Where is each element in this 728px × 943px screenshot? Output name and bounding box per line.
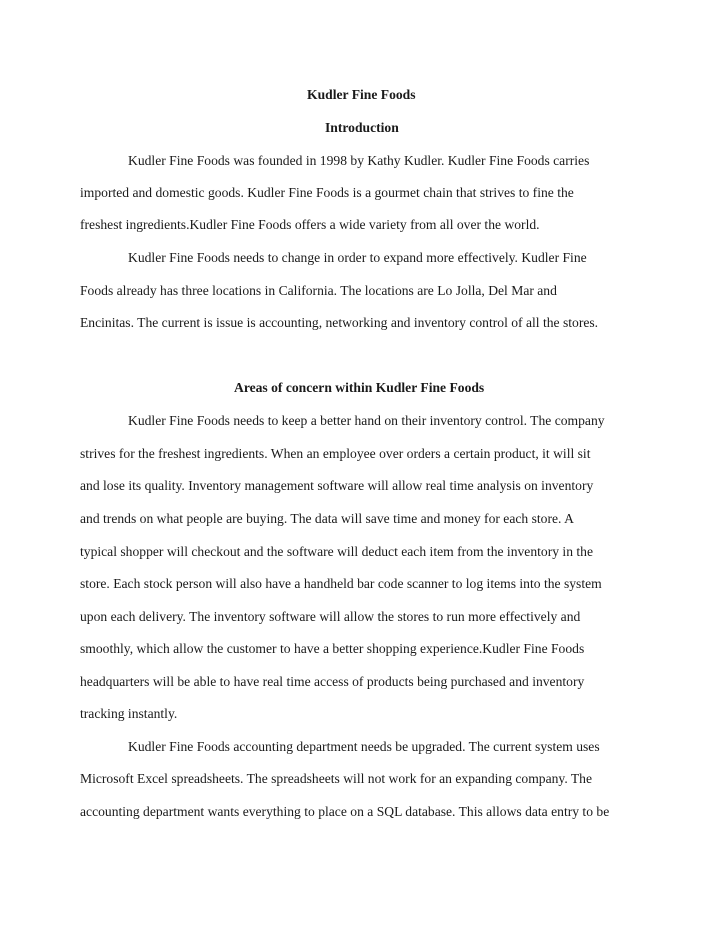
section-heading-introduction: Introduction [325,120,399,135]
paragraph-line: Kudler Fine Foods needs to change in order to expand more effectively. Kudler Fine [128,250,587,265]
document-title: Kudler Fine Foods [307,87,416,102]
paragraph-line: upon each delivery. The inventory software will allow the stores to run more effectively and [80,609,581,624]
paragraph-line: typical shopper will checkout and the software will deduct each item from the inventory in the [80,544,594,559]
paragraph-line: Foods already has three locations in California. The locations are Lo Jolla, Del Mar and [80,283,557,298]
paragraph-line: smoothly, which allow the customer to have a better shopping experience.Kudler Fine Foods [80,641,585,656]
paragraph-line: Kudler Fine Foods accounting department needs be upgraded. The current system uses [128,739,600,754]
paragraph-line: Microsoft Excel spreadsheets. The spreadsheets will not work for an expanding company. The [80,771,593,786]
paragraph-line: tracking instantly. [80,706,178,721]
paragraph-line: Encinitas. The current is issue is accounting, networking and inventory control of all the stores. [80,315,599,330]
paragraph-line: and lose its quality. Inventory management software will allow real time analysis on inventory [80,478,594,493]
paragraph-line: imported and domestic goods. Kudler Fine Foods is a gourmet chain that strives to fine the [80,185,574,200]
paragraph-line: freshest ingredients.Kudler Fine Foods offers a wide variety from all over the world. [80,217,540,232]
paragraph-line: Kudler Fine Foods was founded in 1998 by Kathy Kudler. Kudler Fine Foods carries [128,153,590,168]
paragraph-line: store. Each stock person will also have a handheld bar code scanner to log items into the system [80,576,602,591]
paragraph-line: Kudler Fine Foods needs to keep a better hand on their inventory control. The company [128,413,605,428]
paragraph-line: headquarters will be able to have real time access of products being purchased and inventory [80,674,585,689]
paragraph-line: and trends on what people are buying. The data will save time and money for each store. A [80,511,574,526]
paragraph-line: accounting department wants everything to place on a SQL database. This allows data entry to be [80,804,610,819]
section-heading-areas-of-concern: Areas of concern within Kudler Fine Foods [234,380,485,395]
paragraph-line: strives for the freshest ingredients. When an employee over orders a certain product, it will sit [80,446,591,461]
